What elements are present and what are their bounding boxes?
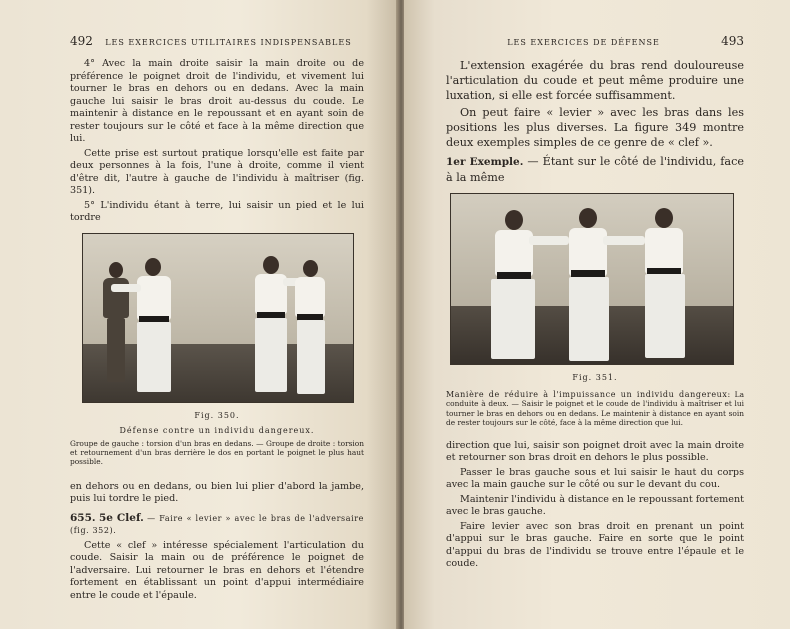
section-655-subtitle: — Faire « levier » avec le bras de l'adversaire (fig. 352).	[70, 513, 364, 536]
fig-351-label: Fig. 351.	[572, 373, 618, 382]
section-655-paragraph: Cette « clef » intéresse spécialement l'articulation du coude. Saisir la main ou de préférence le poignet de l'adversaire. Lui retourner le bras en dehors et l'étendre fortement en établissant un point d'appui intermédiaire entre le coude et l'épaule.	[70, 539, 364, 601]
right-running-head	[446, 34, 744, 48]
left-paragraph-1: 4° Avec la main droite saisir la main droite ou de préférence le poignet droit de l'individu, et vivement lui tourner le bras en dehors ou en dedans. Avec la main gauche lui saisir le bras droit au-dessus du coude. Le maintenir à distance en le repoussant et en ayant soin de rester toujours sur le côté et face à la même direction que lui.	[70, 58, 364, 144]
photo-fig-351	[450, 193, 734, 365]
fig-350-label: Fig. 350.	[194, 410, 240, 420]
right-running-title: LES EXERCICES DE DÉFENSE	[507, 38, 660, 47]
section-655-heading	[70, 512, 364, 538]
left-running-head	[70, 34, 364, 48]
right-page	[404, 0, 790, 629]
fig-351-title: Manière de réduire à l'impuissance un individu dangereux:	[446, 390, 731, 399]
example-1-text: — Étant sur le côté de l'individu, face à la même	[446, 155, 744, 184]
right-paragraph-4: Passer le bras gauche sous et lui saisir le haut du corps avec la main gauche sur le côté ou sur le devant du cou.	[446, 466, 744, 491]
left-running-title: LES EXERCICES UTILITAIRES INDISPENSABLES	[105, 38, 352, 47]
example-1-title: 1er Exemple.	[446, 156, 524, 168]
photo-fig-350	[82, 233, 354, 403]
right-paragraph-3: direction que lui, saisir son poignet droit avec la main droite et retourner son bras droit en dehors le plus possible.	[446, 439, 744, 464]
example-1	[446, 154, 744, 185]
left-paragraph-3: 5° L'individu étant à terre, lui saisir un pied et le lui tordre	[70, 199, 364, 223]
fig-350-title: Défense contre un individu dangereux.	[119, 425, 315, 435]
left-paragraph-2: Cette prise est surtout pratique lorsqu'elle est faite par deux personnes à la fois, l'une à droite, comme il vient d'être dit, l'autre à gauche de l'individu à maîtriser (fig. 351).	[70, 147, 364, 196]
fig-350-caption: Groupe de gauche : torsion d'un bras en dedans. — Groupe de droite : torsion et retournement d'un bras derrière le dos en portant le poignet le plus haut possible.	[70, 438, 364, 467]
fig-351-caption	[446, 390, 744, 428]
right-paragraph-2: On peut faire « levier » avec les bras dans les positions les plus diverses. La figure 349 montre deux exemples simples de ce genre de « clef ».	[446, 106, 744, 149]
section-655-title: 5e Clef.	[98, 511, 144, 524]
right-paragraph-5: Maintenir l'individu à distance en le repoussant fortement avec le bras gauche.	[446, 493, 744, 518]
left-page-number: 492	[70, 34, 93, 48]
fig-351-caption-text: La conduite à deux. — Saisir le poignet et le coude de l'individu à maîtriser et lui tourner le bras en dehors ou en dedans. Le maintenir à distance en ayant soin de rester toujours sur le côté, face à la même direction que lui.	[446, 390, 744, 428]
section-655-number: 655.	[70, 511, 96, 524]
right-page-number: 493	[721, 34, 744, 48]
left-paragraph-4: en dehors ou en dedans, ou bien lui plier d'abord la jambe, puis lui tordre le pied.	[70, 480, 364, 505]
right-paragraph-1: L'extension exagérée du bras rend douloureuse l'articulation du coude et peut même produire une luxation, si elle est forcée suffisamment.	[446, 59, 744, 102]
right-paragraph-6: Faire levier avec son bras droit en prenant un point d'appui sur le bras gauche. Faire en sorte que le point d'appui du bras de l'individu se trouve entre l'épaule et le coude.	[446, 520, 744, 570]
